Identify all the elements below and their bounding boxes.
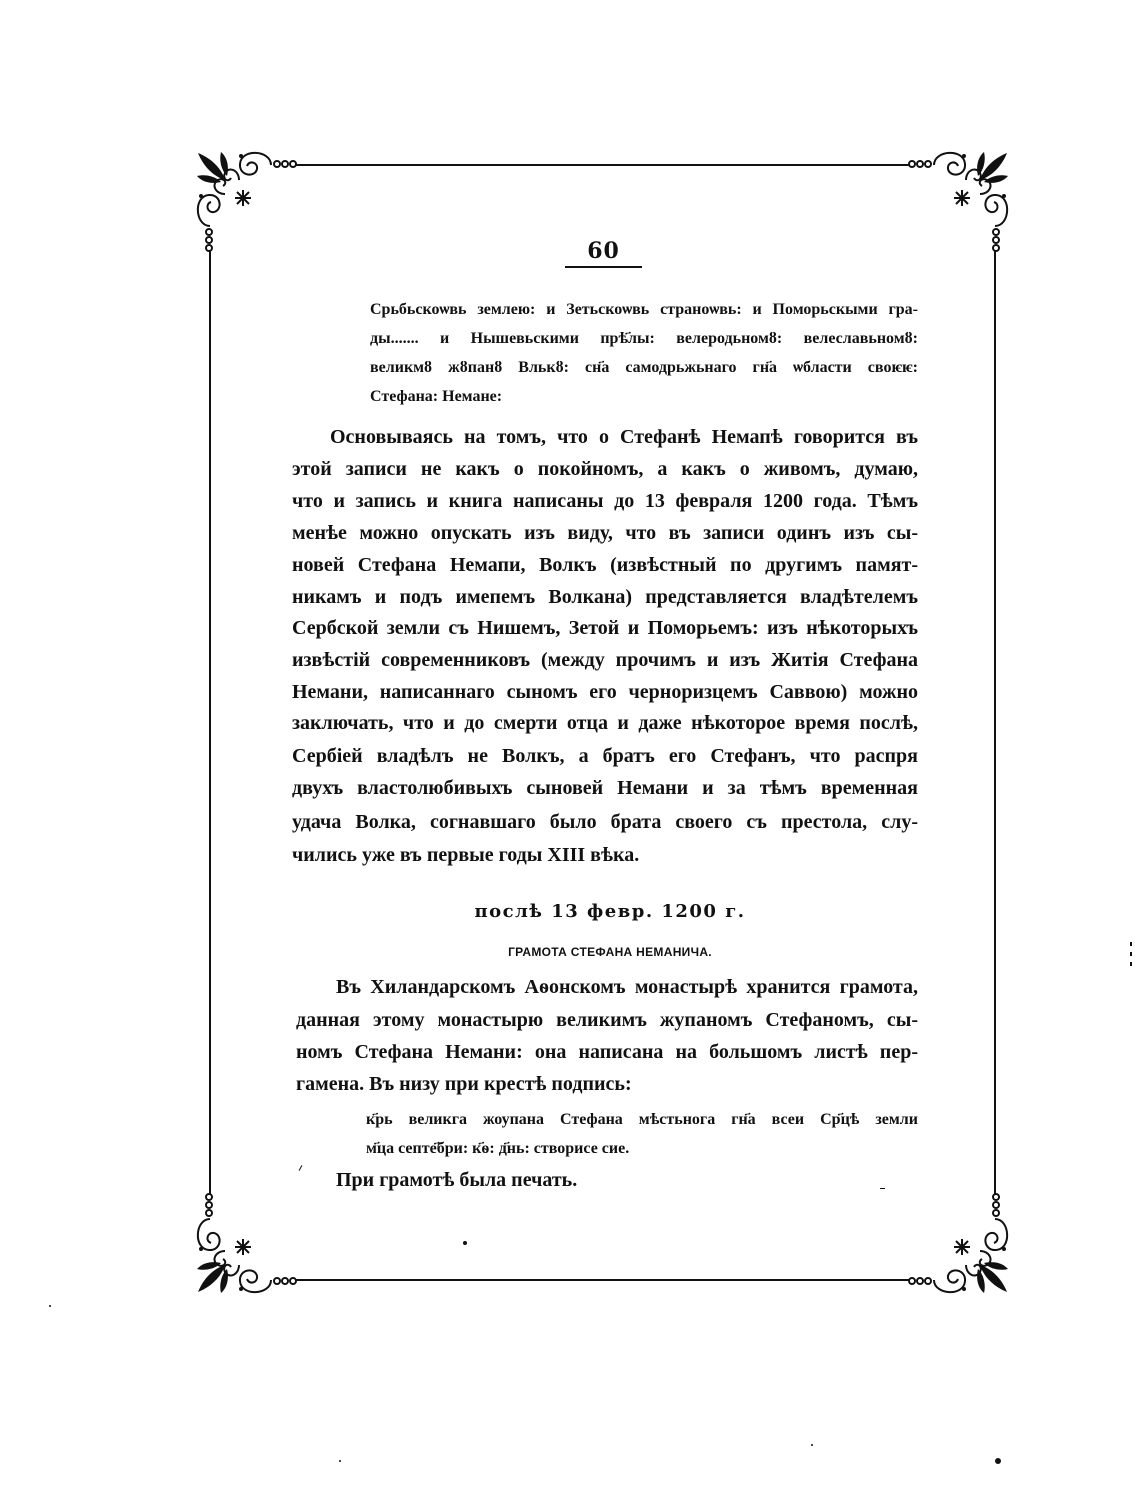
text-line: гамена. Въ низу при крестѣ подпись: (296, 1073, 632, 1095)
dot-ornament (239, 1287, 243, 1291)
scan-speck (1130, 962, 1132, 966)
quote-line: м҃ца септе҃бри: к҃ѳ: д҃нь: створисе сие. (366, 1140, 630, 1157)
loop-ornament (993, 1210, 999, 1216)
scan-speck (1130, 942, 1132, 946)
scan-speck (1130, 952, 1132, 956)
scroll-left (985, 1219, 1007, 1250)
corner-ornament-bottom-left (197, 1189, 301, 1293)
text-line: новей Стефана Немапи, Волкъ (извѣстный по другимъ памят- (292, 554, 918, 576)
loop-ornament (925, 1278, 931, 1284)
scan-speck (49, 1305, 51, 1307)
star-mark (235, 1239, 251, 1255)
corner-ornament-top-left (197, 152, 301, 256)
text-line: Сербіей владѣлъ не Волкъ, а братъ его Стефанъ, что распря (292, 745, 918, 767)
loop-ornament (993, 245, 999, 251)
text-line: чились уже въ первые годы XIII вѣка. (292, 844, 640, 866)
loop-ornament (290, 1278, 296, 1284)
closing-line: При грамотѣ была печать. (336, 1169, 578, 1191)
dot-ornament (199, 1247, 203, 1251)
loop-ornament (282, 161, 288, 167)
page-number: 60 (587, 238, 620, 264)
quote-line: ды....... и Нышевьскими прѣ҃лы: велеродьномȣ: велеславьномȣ: (370, 330, 918, 347)
loop-ornament (993, 237, 999, 243)
quote-line: великмȣ жȣпанȣ Влькȣ: сн҃а самодрьжьнаго гн҃а ѡбласти своѥѥ: (370, 359, 918, 376)
loop-ornament (206, 1202, 212, 1208)
dot-ornament (1002, 194, 1006, 198)
scroll-left (198, 1219, 220, 1250)
scroll-top (934, 153, 965, 175)
loop-ornament (925, 161, 931, 167)
scan-speck (339, 1460, 341, 1462)
text-line: номъ Стефана Немани: она написана на большомъ листѣ пер- (296, 1041, 918, 1063)
corner-ornament-top-right (904, 152, 1008, 256)
text-line: Въ Хиландарскомъ Аѳонскомъ монастырѣ хранится грамота, (336, 976, 918, 998)
dot-ornament (962, 1287, 966, 1291)
scan-speck (880, 1188, 885, 1189)
dot-ornament (199, 194, 203, 198)
text-line: данная этому монастырю великимъ жупаномъ Стефаномъ, сы- (296, 1009, 918, 1031)
loop-ornament (206, 1194, 212, 1200)
dot-ornament (239, 154, 243, 158)
dot-ornament (962, 154, 966, 158)
quote-line: Стефана: Немане: (370, 388, 503, 405)
text-line: заключать, что и до смерти отца и даже нѣкоторое время послѣ, (292, 712, 918, 734)
loop-ornament (993, 1194, 999, 1200)
star-mark (235, 190, 251, 206)
loop-ornament (909, 1278, 915, 1284)
loop-ornament (206, 229, 212, 235)
loop-ornament (993, 229, 999, 235)
loop-ornament (206, 1210, 212, 1216)
scan-speck (463, 1241, 467, 1245)
loop-ornament (206, 245, 212, 251)
scan-speck (995, 1458, 1001, 1464)
loop-ornament (917, 161, 923, 167)
text-line: менѣе можно опускать изъ виду, что въ записи одинъ изъ сы- (292, 522, 918, 544)
star-mark (954, 1239, 970, 1255)
text-line: этой записи не какъ о покойномъ, а какъ о живомъ, думаю, (292, 458, 918, 480)
loop-ornament (282, 1278, 288, 1284)
text-line: Основываясь на томъ, что о Стефанѣ Немапѣ говорится въ (330, 426, 918, 448)
loop-ornament (917, 1278, 923, 1284)
loop-ornament (290, 161, 296, 167)
scroll-top (934, 1270, 965, 1292)
dot-ornament (1002, 1247, 1006, 1251)
star-mark (954, 190, 970, 206)
text-line: двухъ властолюбивыхъ сыновей Немани и за тѣмъ временная (292, 777, 918, 799)
loop-ornament (993, 1202, 999, 1208)
text-line: Сербской земли съ Нишемъ, Зетой и Поморьемъ: изъ нѣкоторыхъ (292, 617, 918, 639)
scan-speck (811, 1444, 813, 1446)
text-line: Немани, написаннаго сыномъ его черноризцемъ Саввою) можно (292, 681, 918, 703)
loop-ornament (274, 1278, 280, 1284)
scroll-left (985, 195, 1007, 226)
text-line: никамъ и подъ имепемъ Волкана) представляется владѣтелемъ (292, 586, 918, 608)
scroll-top (240, 153, 271, 175)
section-title: ГРАМОТА СТЕФАНА НЕМАНИЧА. (508, 945, 712, 959)
loop-ornament (909, 161, 915, 167)
loop-ornament (274, 161, 280, 167)
loop-ornament (206, 237, 212, 243)
quote-line: к҃рь великга жоупана Стефана мѣстьнога гн҃а всеи Ср҃цѣ земли (366, 1111, 918, 1128)
scroll-top (240, 1270, 271, 1292)
text-line: извѣстій современниковъ (между прочимъ и изъ Житія Стефана (292, 649, 918, 671)
text-line: что и запись и книга написаны до 13 февраля 1200 года. Тѣмъ (292, 490, 918, 512)
text-line: удача Волка, согнавшаго было брата своего съ престола, слу- (292, 811, 918, 833)
quote-line: Срьбьскоѡвь землею: и Зетьскоѡвь страноѡвь: и Поморьскыми гра- (370, 301, 918, 318)
page-number-rule (565, 266, 642, 268)
corner-ornament-bottom-right (904, 1189, 1008, 1293)
section-date-heading: послѣ 13 февр. 1200 г. (474, 901, 746, 922)
scroll-left (198, 195, 220, 226)
